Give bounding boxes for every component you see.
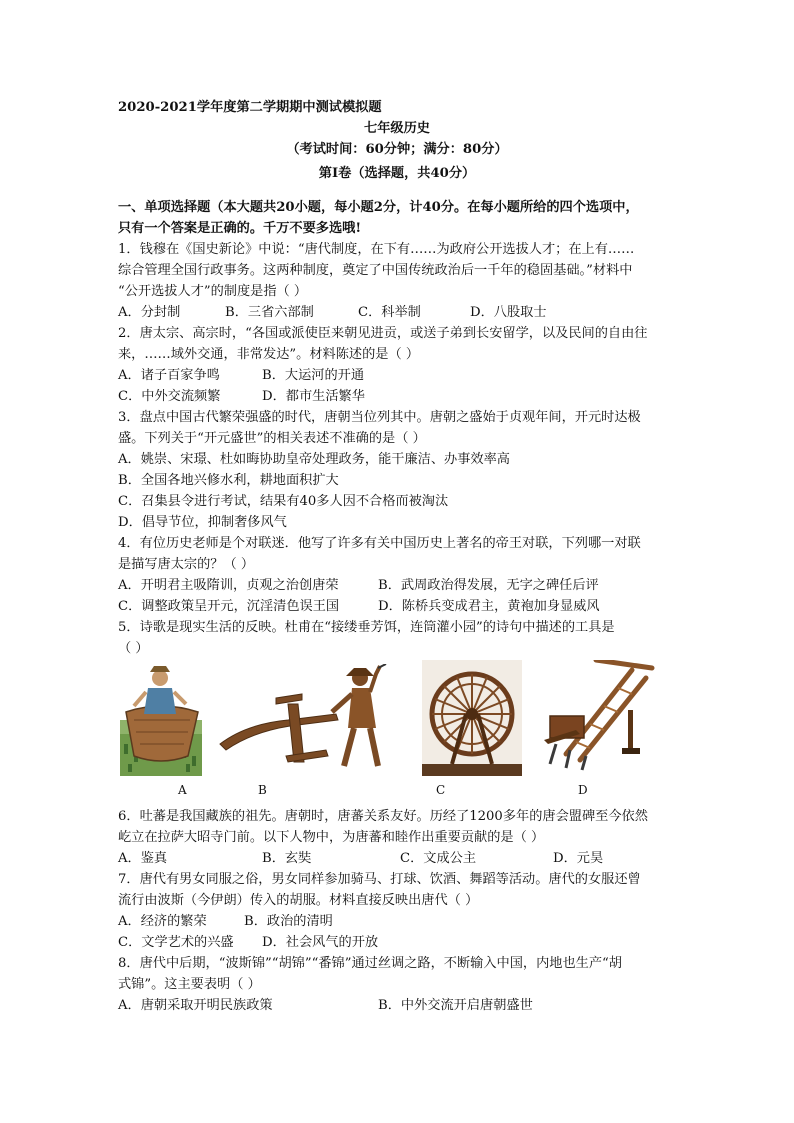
q3-option-a: A．姚崇、宋璟、杜如晦协助皇帝处理政务，能干廉洁、办事效率高 (118, 452, 510, 467)
q8-option-b: B．中外交流开启唐朝盛世 (378, 998, 533, 1013)
q1-option-b: B．三省六部制 (225, 305, 314, 320)
section-heading: 只有一个答案是正确的。千万不要多选哦! (118, 221, 362, 236)
q6-option-c: C．文成公主 (400, 851, 477, 866)
subject-title: 七年级历史 (364, 121, 430, 136)
question-4-text: 4．有位历史老师是个对联迷．他写了许多有关中国历史上著名的帝王对联，下列哪一对联 (118, 536, 641, 551)
question-3-text: 盛。下列关于“开元盛世”的相关表述不准确的是（ ） (118, 431, 426, 446)
tool-d-chainpump-image (536, 660, 662, 772)
question-7-text: 7．唐代有男女同服之俗，男女同样参加骑马、打球、饮酒、舞蹈等活动。唐代的女服还曾 (118, 872, 641, 887)
q4-option-c: C．调整政策呈开元，沉淫清色误王国 (118, 599, 340, 614)
q3-option-d: D．倡导节位，抑制奢侈风气 (118, 515, 287, 530)
question-5-text: （ ） (118, 641, 149, 656)
question-8-text: 8．唐代中后期，“波斯锦”“胡锦”“番锦”通过丝调之路，不断输入中国，内地也生产“胡 (118, 956, 622, 971)
question-5-text: 5．诗歌是现实生活的反映。杜甫在“接缕垂芳饵，连筒灌小园”的诗句中描述的工具是 (118, 620, 615, 635)
tool-a-bucket-image (120, 660, 202, 776)
q2-option-b: B．大运河的开通 (262, 368, 365, 383)
q2-option-c: C．中外交流频繁 (118, 389, 221, 404)
section-heading: 一、单项选择题（本大题共20小题，每小题2分，计40分。在每小题所给的四个选项中， (118, 200, 639, 215)
tool-c-waterwheel-image (422, 660, 522, 776)
question-8-text: 式锦”。这主要表明（ ） (118, 977, 261, 992)
question-1-text: “公开选拔人才”的制度是指（ ） (118, 284, 308, 299)
q7-option-a: A．经济的繁荣 (118, 914, 207, 929)
tool-b-plough-image (216, 664, 392, 770)
q8-option-a: A．唐朝采取开明民族政策 (118, 998, 273, 1013)
q3-option-c: C．召集县令进行考试，结果有40多人因不合格而被淘汰 (118, 494, 449, 509)
question-2-text: 2．唐太宗、高宗时，“各国或派使臣来朝见进贡，或送子弟到长安留学，以及民间的自由往 (118, 326, 648, 341)
question-2-text: 来，……域外交通，非常发达”。材料陈述的是（ ） (118, 347, 420, 362)
question-7-text: 流行由波斯（今伊朗）传入的胡服。材料直接反映出唐代（ ） (118, 893, 479, 908)
question-1-text: 1．钱穆在《国史新论》中说：“唐代制度，在下有……为政府公开选拔人才；在上有…… (118, 242, 635, 257)
q6-option-d: D．元昊 (553, 851, 604, 866)
q6-option-a: A．鉴真 (118, 851, 168, 866)
q7-option-b: B．政治的清明 (244, 914, 333, 929)
tool-d-label: D (578, 783, 588, 797)
question-6-text: 屹立在拉萨大昭寺门前。以下人物中，为唐蕃和睦作出重要贡献的是（ ） (118, 830, 545, 845)
q6-option-b: B．玄奘 (262, 851, 312, 866)
exam-info: （考试时间：60分钟；满分：80分） (286, 142, 508, 157)
question-6-text: 6．吐蕃是我国藏族的祖先。唐朝时，唐蕃关系友好。历经了1200多年的唐会盟碑至今依然 (118, 809, 648, 824)
part-title: 第Ⅰ卷（选择题，共40分） (318, 166, 476, 181)
tool-c-label: C (436, 783, 446, 797)
q7-option-c: C．文学艺术的兴盛 (118, 935, 234, 950)
question-4-text: 是描写唐太宗的？（ ） (118, 557, 255, 572)
q1-option-d: D．八股取士 (470, 305, 547, 320)
question-3-text: 3．盘点中国古代繁荣强盛的时代，唐朝当位列其中。唐朝之盛始于贞观年间，开元时达极 (118, 410, 641, 425)
tool-a-label: A (178, 783, 187, 797)
q1-option-a: A．分封制 (118, 305, 181, 320)
question-1-text: 综合管理全国行政事务。这两种制度，奠定了中国传统政治后一千年的稳固基础。”材料中 (118, 263, 633, 278)
q4-option-b: B．武周政治得发展，无字之碑任后评 (378, 578, 599, 593)
q1-option-c: C．科举制 (358, 305, 421, 320)
q4-option-d: D．陈桥兵变成君主，黄袍加身显威风 (378, 599, 600, 614)
q2-option-d: D．都市生活繁华 (262, 389, 365, 404)
tool-b-label: B (258, 783, 267, 797)
exam-title: 2020-2021学年度第二学期期中测试模拟题 (118, 100, 382, 115)
q2-option-a: A．诸子百家争鸣 (118, 368, 220, 383)
q7-option-d: D．社会风气的开放 (262, 935, 379, 950)
q3-option-b: B．全国各地兴修水利，耕地面积扩大 (118, 473, 339, 488)
q4-option-a: A．开明君主吸隋训，贞观之治创唐荣 (118, 578, 339, 593)
